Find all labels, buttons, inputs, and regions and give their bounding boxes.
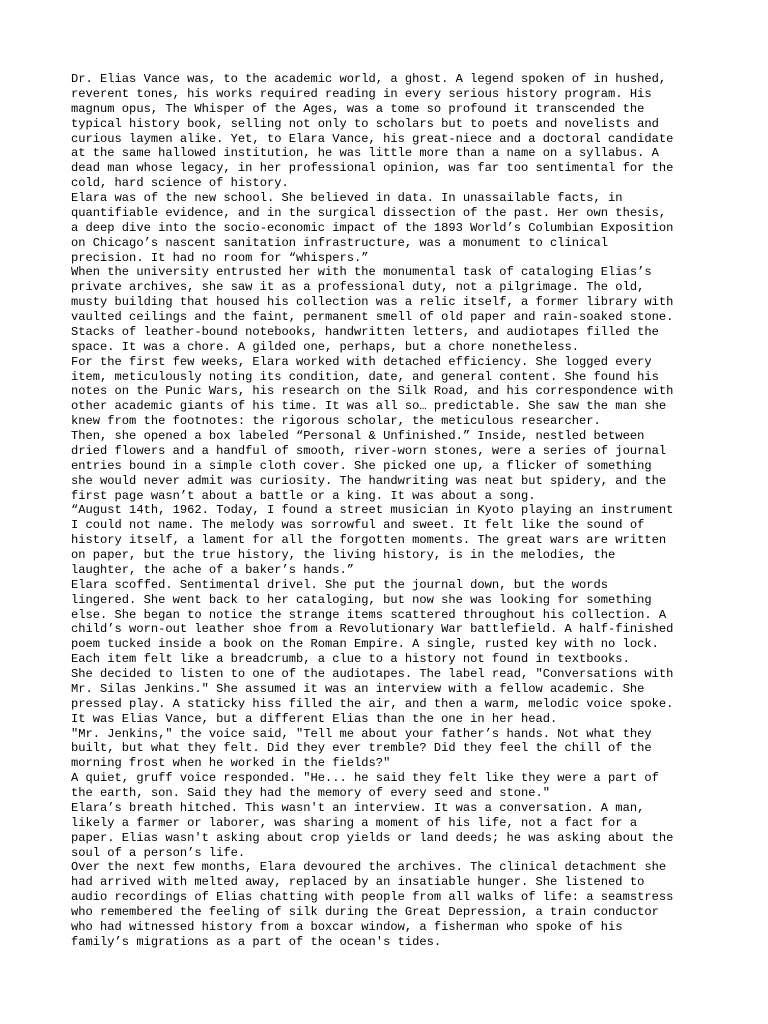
document-page [71,72,711,950]
paragraph-1: Dr. Elias Vance was, to the academic world, a ghost. A legend spoken of in hushed, reverent tones, his works required reading in every serious history program. His magnum opus, The Whisper of the Ages, was a tome so profound it transcended the typical history book, selling not only to scholars but to poets and novelists and curious laymen alike. Yet, to Elara Vance, his great-niece and a doctoral candidate at the same hallowed institution, he was little more than a name on a syllabus. A dead man whose legacy, in her professional opinion, was far too sentimental for the cold, hard science of history. [71,72,674,191]
paragraph-9: "Mr. Jenkins," the voice said, "Tell me about your father’s hands. Not what they built, but what they felt. Did they ever tremble? Did they feel the chill of the morning frost when he worked in the fields?" [71,726,652,771]
paragraph-11: Elara’s breath hitched. This wasn't an interview. It was a conversation. A man, likely a farmer or laborer, was sharing a moment of his life, not a fact for a paper. Elias wasn't asking about crop yields or land deeds; he was asking about the soul of a person’s life. [71,800,674,860]
paragraph-2: Elara was of the new school. She believed in data. In unassailable facts, in quantifiable evidence, and in the surgical dissection of the past. Her own thesis, a deep dive into the socio-economic impact of the 1893 World’s Columbian Exposition on Chicago’s nascent sanitation infrastructure, was a monument to clinical precision. It had no room for “whispers.” [71,191,674,265]
paragraph-5: Then, she opened a box labeled “Personal & Unfinished.” Inside, nestled between dried flowers and a handful of smooth, river-worn stones, were a series of journal entries bound in a simple cloth cover. She picked one up, a flicker of something she would never admit was curiosity. The handwriting was neat but spidery, and the first page wasn’t about a battle or a king. It was about a song. [71,429,667,503]
paragraph-3: When the university entrusted her with the monumental task of cataloging Elias’s private archives, she saw it as a professional duty, not a pilgrimage. The old, musty building that housed his collection was a relic itself, a former library with vaulted ceilings and the faint, permanent smell of old paper and rain-soaked stone. Stacks of leather-bound notebooks, handwritten letters, and audiotapes filled the space. It was a chore. A gilded one, perhaps, but a chore nonetheless. [71,265,674,354]
paragraph-8: She decided to listen to one of the audiotapes. The label read, "Conversations with Mr. Silas Jenkins." She assumed it was an interview with a fellow academic. She pressed play. A staticky hiss filled the air, and then a warm, melodic voice spoke. It was Elias Vance, but a different Elias than the one in her head. [71,667,674,726]
paragraph-12: Over the next few months, Elara devoured the archives. The clinical detachment she had arrived with melted away, replaced by an insatiable hunger. She listened to audio recordings of Elias chatting with people from all walks of life: a seamstress who remembered the feeling of silk during the Great Depression, a train conductor who had witnessed history from a boxcar window, a fisherman who spoke of his family’s migrations as a part of the ocean's tides. [71,860,674,949]
paragraph-4: For the first few weeks, Elara worked with detached efficiency. She logged every item, meticulously noting its condition, date, and general content. She found his notes on the Punic Wars, his research on the Silk Road, and his correspondence with other academic giants of his time. It was all so… predictable. She saw the man she knew from the footnotes: the rigorous scholar, the meticulous researcher. [71,354,674,429]
paragraph-10: A quiet, gruff voice responded. "He... he said they felt like they were a part of the earth, son. Said they had the memory of every seed and stone." [71,771,659,800]
paragraph-7: Elara scoffed. Sentimental drivel. She put the journal down, but the words lingered. She went back to her cataloging, but now she was looking for something else. She began to notice the strange items scattered throughout his collection. A child’s worn-out leather shoe from a Revolutionary War battlefield. A half-finished poem tucked inside a book on the Roman Empire. A single, rusted key with no lock. Each item felt like a breadcrumb, a clue to a history not found in textbooks. [71,577,674,667]
paragraph-6: “August 14th, 1962. Today, I found a street musician in Kyoto playing an instrument I could not name. The melody was sorrowful and sweet. It felt like the sound of history itself, a lament for all the forgotten moments. The great wars are written on paper, but the true history, the living history, is in the melodies, the laughter, the ache of a baker’s hands.” [71,503,674,577]
